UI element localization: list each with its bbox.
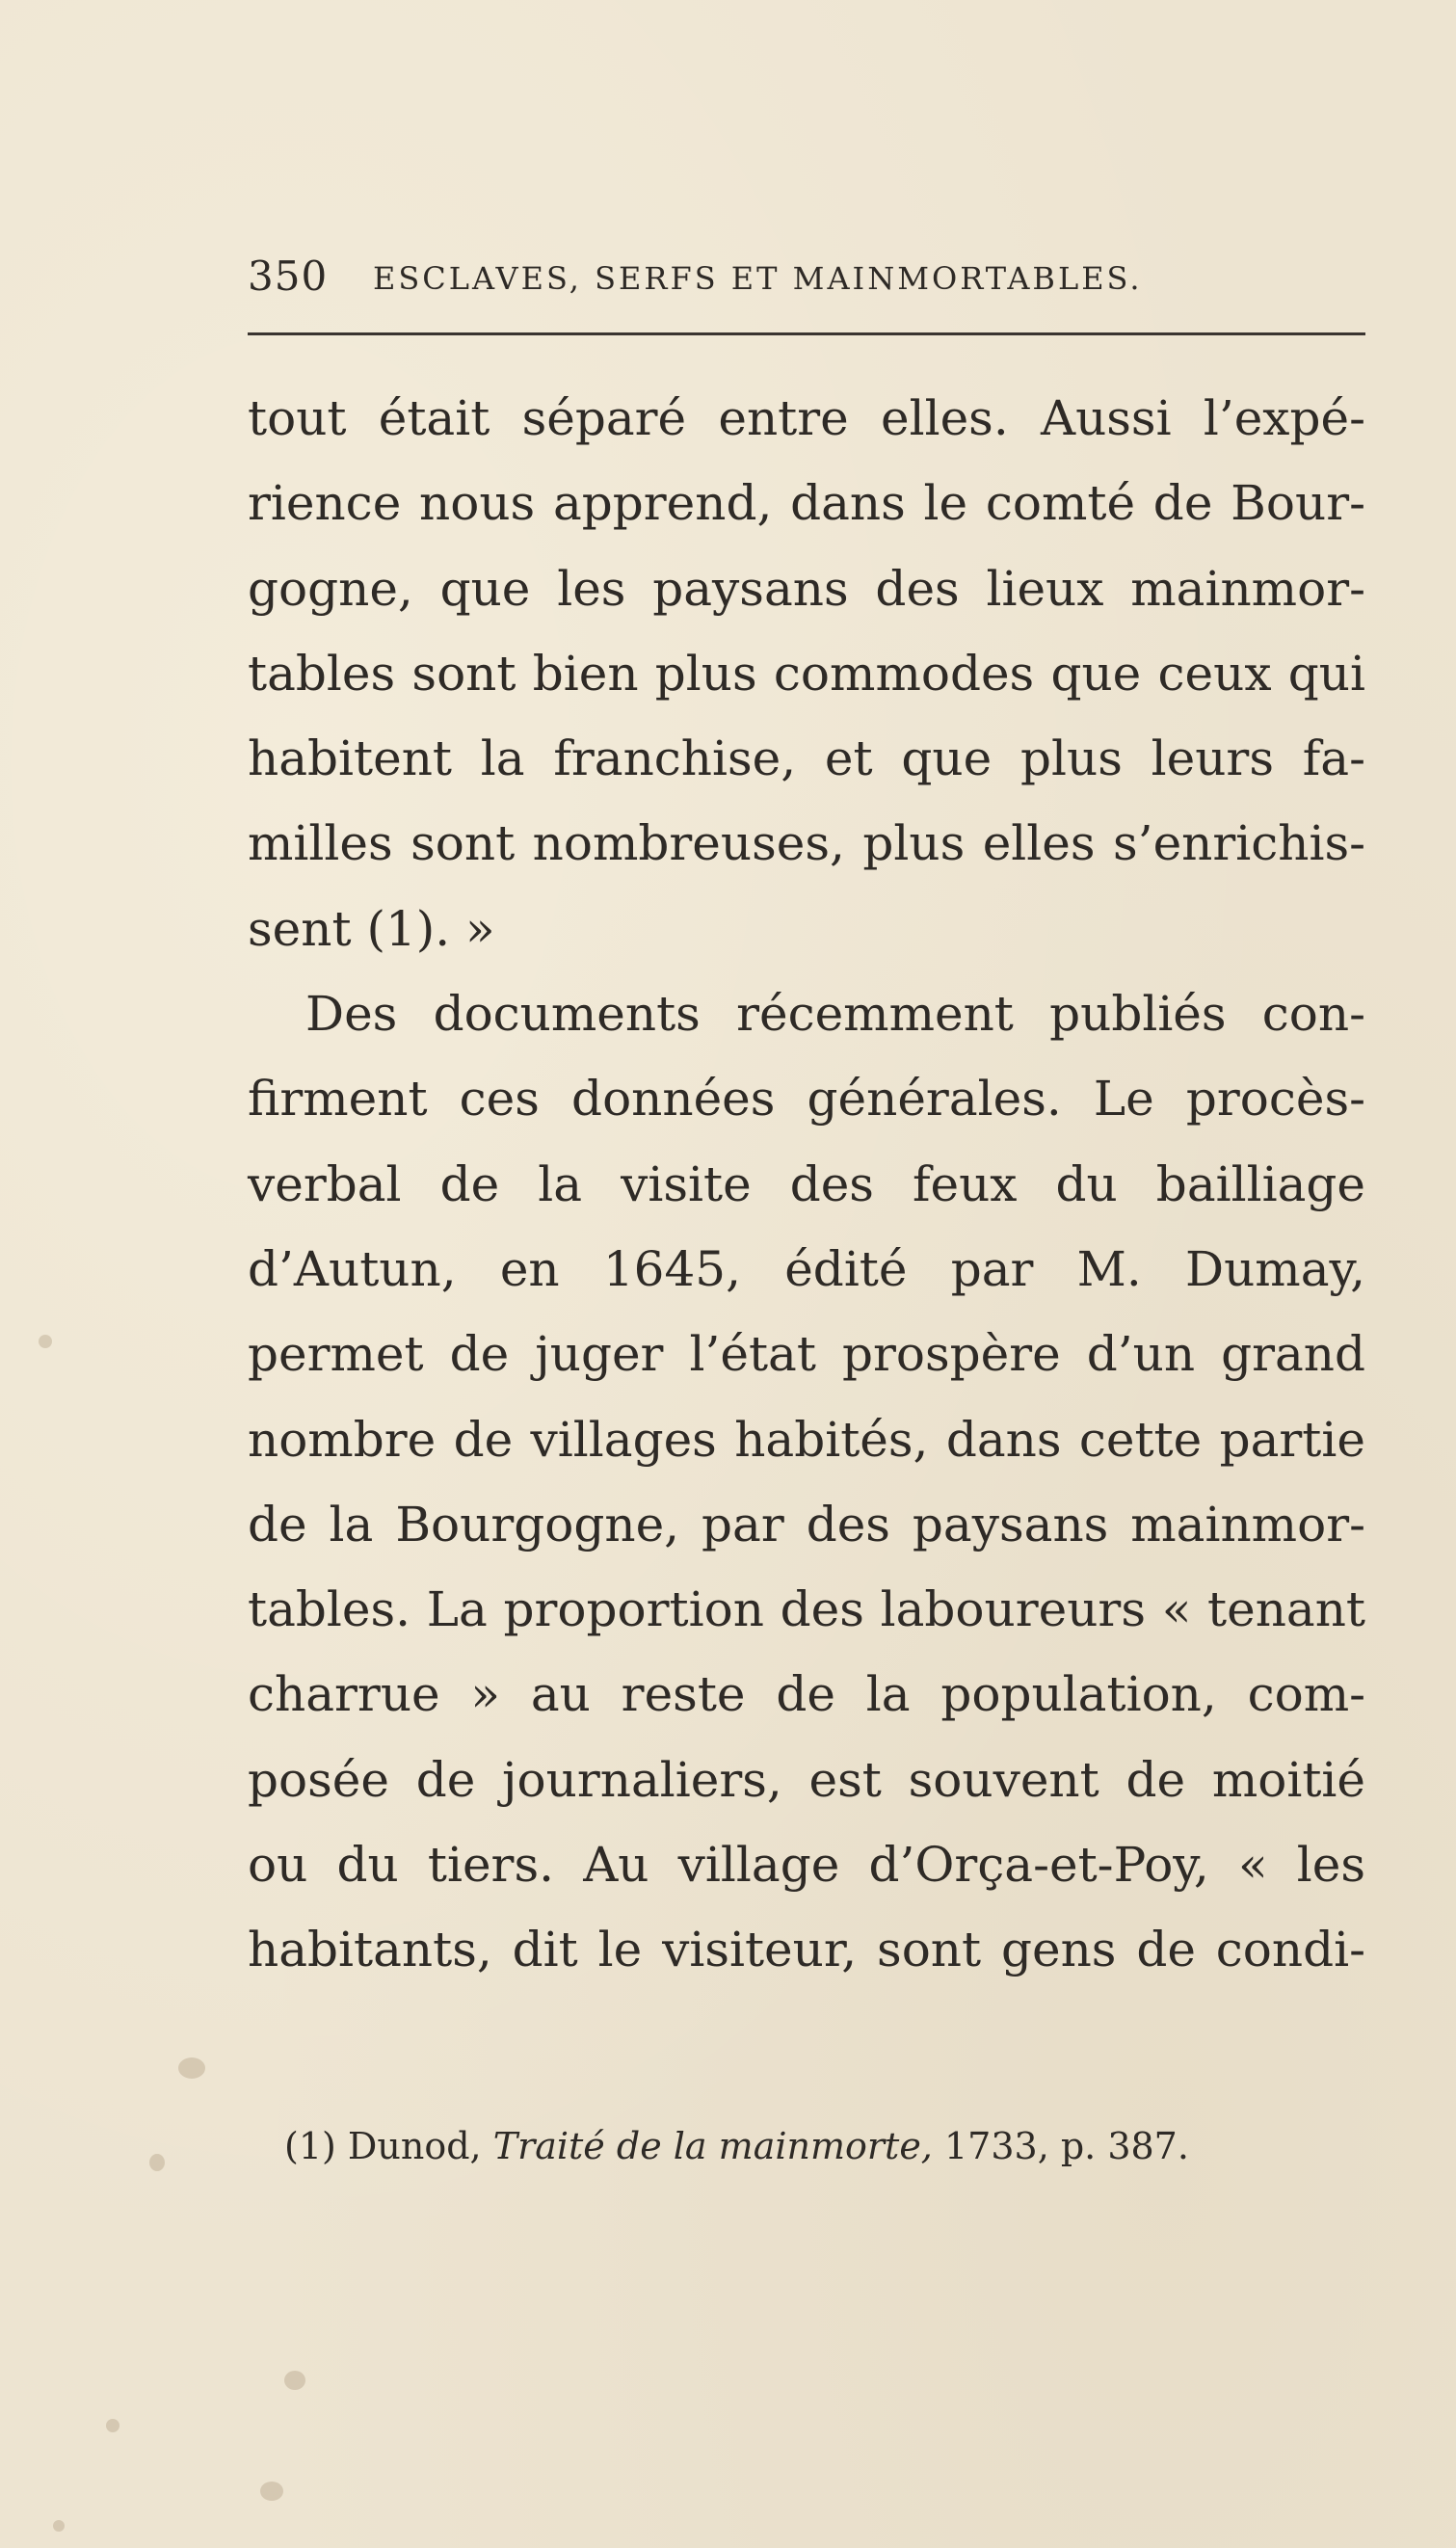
page-number: 350 [248, 252, 329, 300]
running-title: ESCLAVES, SERFS ET MAINMORTABLES. [373, 260, 1143, 297]
text-line: firment ces données générales. Le procès- [248, 1071, 1365, 1128]
text-line: sent (1). » [248, 900, 495, 957]
text-line: charrue » au reste de la population, com- [248, 1666, 1365, 1723]
text-line: de la Bourgogne, par des paysans mainmor- [248, 1496, 1365, 1553]
text-line: rience nous apprend, dans le comté de Bour- [248, 475, 1365, 532]
paper-speck [106, 2419, 119, 2432]
footnote-author: Dunod, [347, 2125, 482, 2167]
body-text [248, 376, 1365, 1993]
footnote-details: 1733, p. 387. [943, 2125, 1189, 2167]
text-line: tables sont bien plus commodes que ceux qui [248, 645, 1365, 702]
text-line: tout était séparé entre elles. Aussi l’expé- [248, 390, 1365, 446]
text-line: milles sont nombreuses, plus elles s’enrichis- [248, 815, 1365, 872]
text-line: habitants, dit le visiteur, sont gens de condi- [248, 1922, 1365, 1978]
paper-speck [260, 2482, 283, 2501]
text-line: tables. La proportion des laboureurs « tenant [248, 1581, 1365, 1638]
paper-speck [53, 2520, 65, 2532]
text-line: habitent la franchise, et que plus leurs fa- [248, 730, 1365, 787]
page-header [248, 252, 1365, 310]
footnote [284, 2125, 1189, 2167]
paper-speck [284, 2371, 305, 2390]
text-line: Des documents récemment publiés con- [305, 986, 1365, 1043]
text-line: ou du tiers. Au village d’Orça-et-Poy, « les [248, 1837, 1365, 1894]
footnote-title: Traité de la mainmorte, [492, 2125, 933, 2167]
text-line: verbal de la visite des feux du bailliage [248, 1155, 1365, 1212]
paper-speck [149, 2154, 165, 2171]
footnote-marker: (1) [284, 2125, 336, 2167]
paper-speck [39, 1335, 52, 1348]
text-line: gogne, que les paysans des lieux mainmor- [248, 560, 1365, 617]
text-line: permet de juger l’état prospère d’un grand [248, 1326, 1365, 1383]
text-line: posée de journaliers, est souvent de moitié [248, 1751, 1365, 1808]
paper-speck [178, 2057, 205, 2079]
header-rule [248, 332, 1365, 335]
text-line: d’Autun, en 1645, édité par M. Dumay, [248, 1240, 1365, 1297]
text-line: nombre de villages habités, dans cette partie [248, 1411, 1365, 1468]
